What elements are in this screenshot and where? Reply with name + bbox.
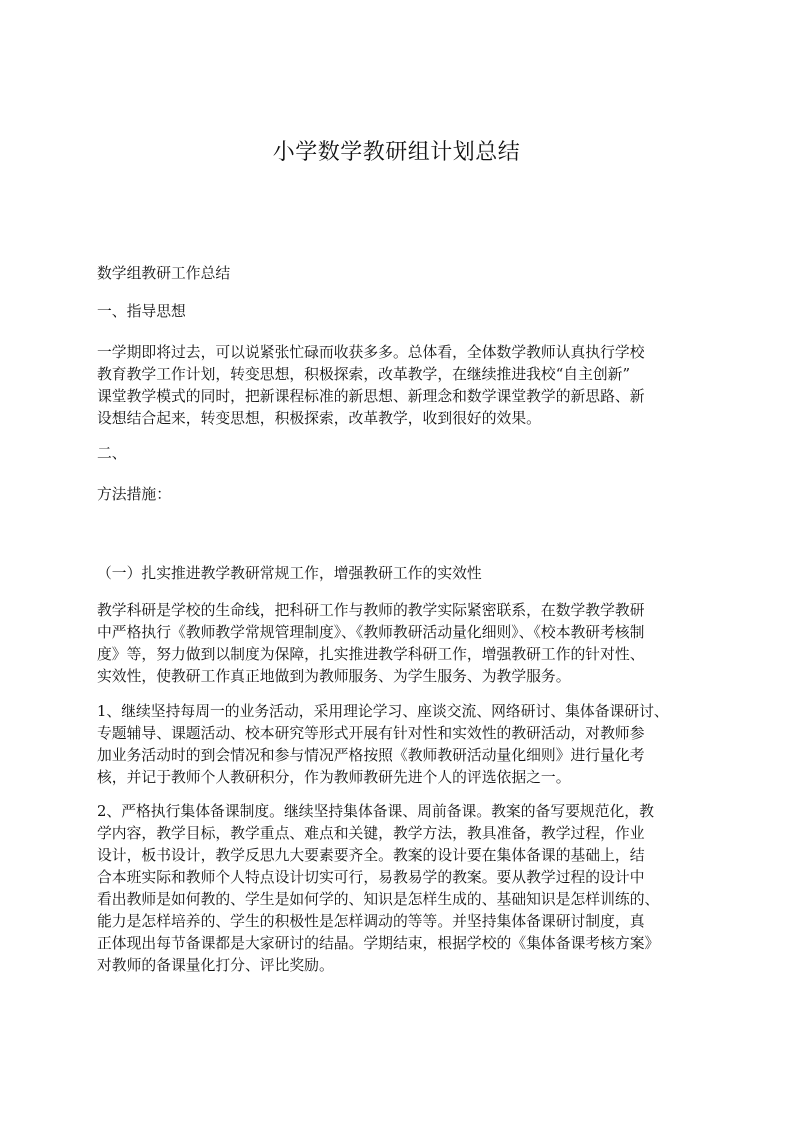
- methods-label: 方法措施：: [97, 486, 171, 503]
- subsection-heading-one: （一）扎实推进教学教研常规工作，增强教研工作的实效性: [97, 565, 482, 582]
- paragraph-line: 实效性，使教研工作真正地做到为教师服务、为学生服务、为教学服务。: [97, 668, 571, 685]
- paragraph-teaching-research: [97, 600, 703, 688]
- paragraph-line: 教育教学工作计划，转变思想，积极探索，改革教学，在继续推进我校“自主创新”: [97, 366, 631, 383]
- paragraph-line: 一学期即将过去，可以说紧张忙碌而收获多多。总体看，全体数学教师认真执行学校: [97, 344, 645, 361]
- paragraph-line: 课堂教学模式的同时，把新课程标准的新思想、新理念和数学课堂教学的新思路、新: [97, 388, 645, 405]
- paragraph-line: 中严格执行《教师教学常规管理制度》、《教师教研活动量化细则》、《校本教研考核制: [97, 624, 645, 641]
- document-title: 小学数学教研组计划总结: [272, 140, 521, 165]
- paragraph-line: 核，并记于教师个人教研积分，作为教师教研先进个人的评选依据之一。: [97, 769, 571, 786]
- paragraph-line: 合本班实际和教师个人特点设计切实可行，易教易学的教案。要从教学过程的设计中: [97, 869, 645, 886]
- paragraph-line: 专题辅导、课题活动、校本研究等形式开展有针对性和实效性的教研活动，对教师参: [97, 725, 645, 742]
- paragraph-item-one: [97, 701, 703, 789]
- paragraph-line: 能力是怎样培养的、学生的积极性是怎样调动的等等。并坚持集体备课研讨制度，真: [97, 913, 645, 930]
- paragraph-line: 对教师的备课量化打分、评比奖励。: [97, 957, 334, 974]
- paragraph-item-two: [97, 801, 703, 977]
- paragraph-line: 设计，板书设计，教学反思九大要素要齐全。教案的设计要在集体备课的基础上，结: [97, 847, 645, 864]
- paragraph-line: 加业务活动时的到会情况和参与情况严格按照《教师教研活动量化细则》进行量化考: [97, 747, 645, 764]
- paragraph-line: 学内容，教学目标，教学重点、难点和关键，教学方法，教具准备，教学过程，作业: [97, 825, 645, 842]
- section-heading-two: 二、: [97, 445, 127, 462]
- paragraph-line: 度》等，努力做到以制度为保障，扎实推进教学科研工作，增强教研工作的针对性、: [97, 646, 645, 663]
- paragraph-line: 2、严格执行集体备课制度。继续坚持集体备课、周前备课。教案的备写要规范化，教: [97, 803, 654, 820]
- paragraph-line: 1、继续坚持每周一的业务活动，采用理论学习、座谈交流、网络研讨、集体备课研讨、: [97, 703, 669, 720]
- paragraph-line: 看出教师是如何教的、学生是如何学的、知识是怎样生成的、基础知识是怎样训练的、: [97, 891, 660, 908]
- document-subtitle: 数学组教研工作总结: [97, 265, 231, 282]
- paragraph-line: 正体现出每节备课都是大家研讨的结晶。学期结束，根据学校的《集体备课考核方案》: [97, 935, 660, 952]
- paragraph-guiding-thought: [97, 342, 703, 430]
- paragraph-line: 设想结合起来，转变思想，积极探索，改革教学，收到很好的效果。: [97, 410, 541, 427]
- paragraph-line: 教学科研是学校的生命线，把科研工作与教师的教学实际紧密联系，在数学教学教研: [97, 602, 645, 619]
- section-heading-guiding-thought: 一、指导思想: [97, 303, 186, 320]
